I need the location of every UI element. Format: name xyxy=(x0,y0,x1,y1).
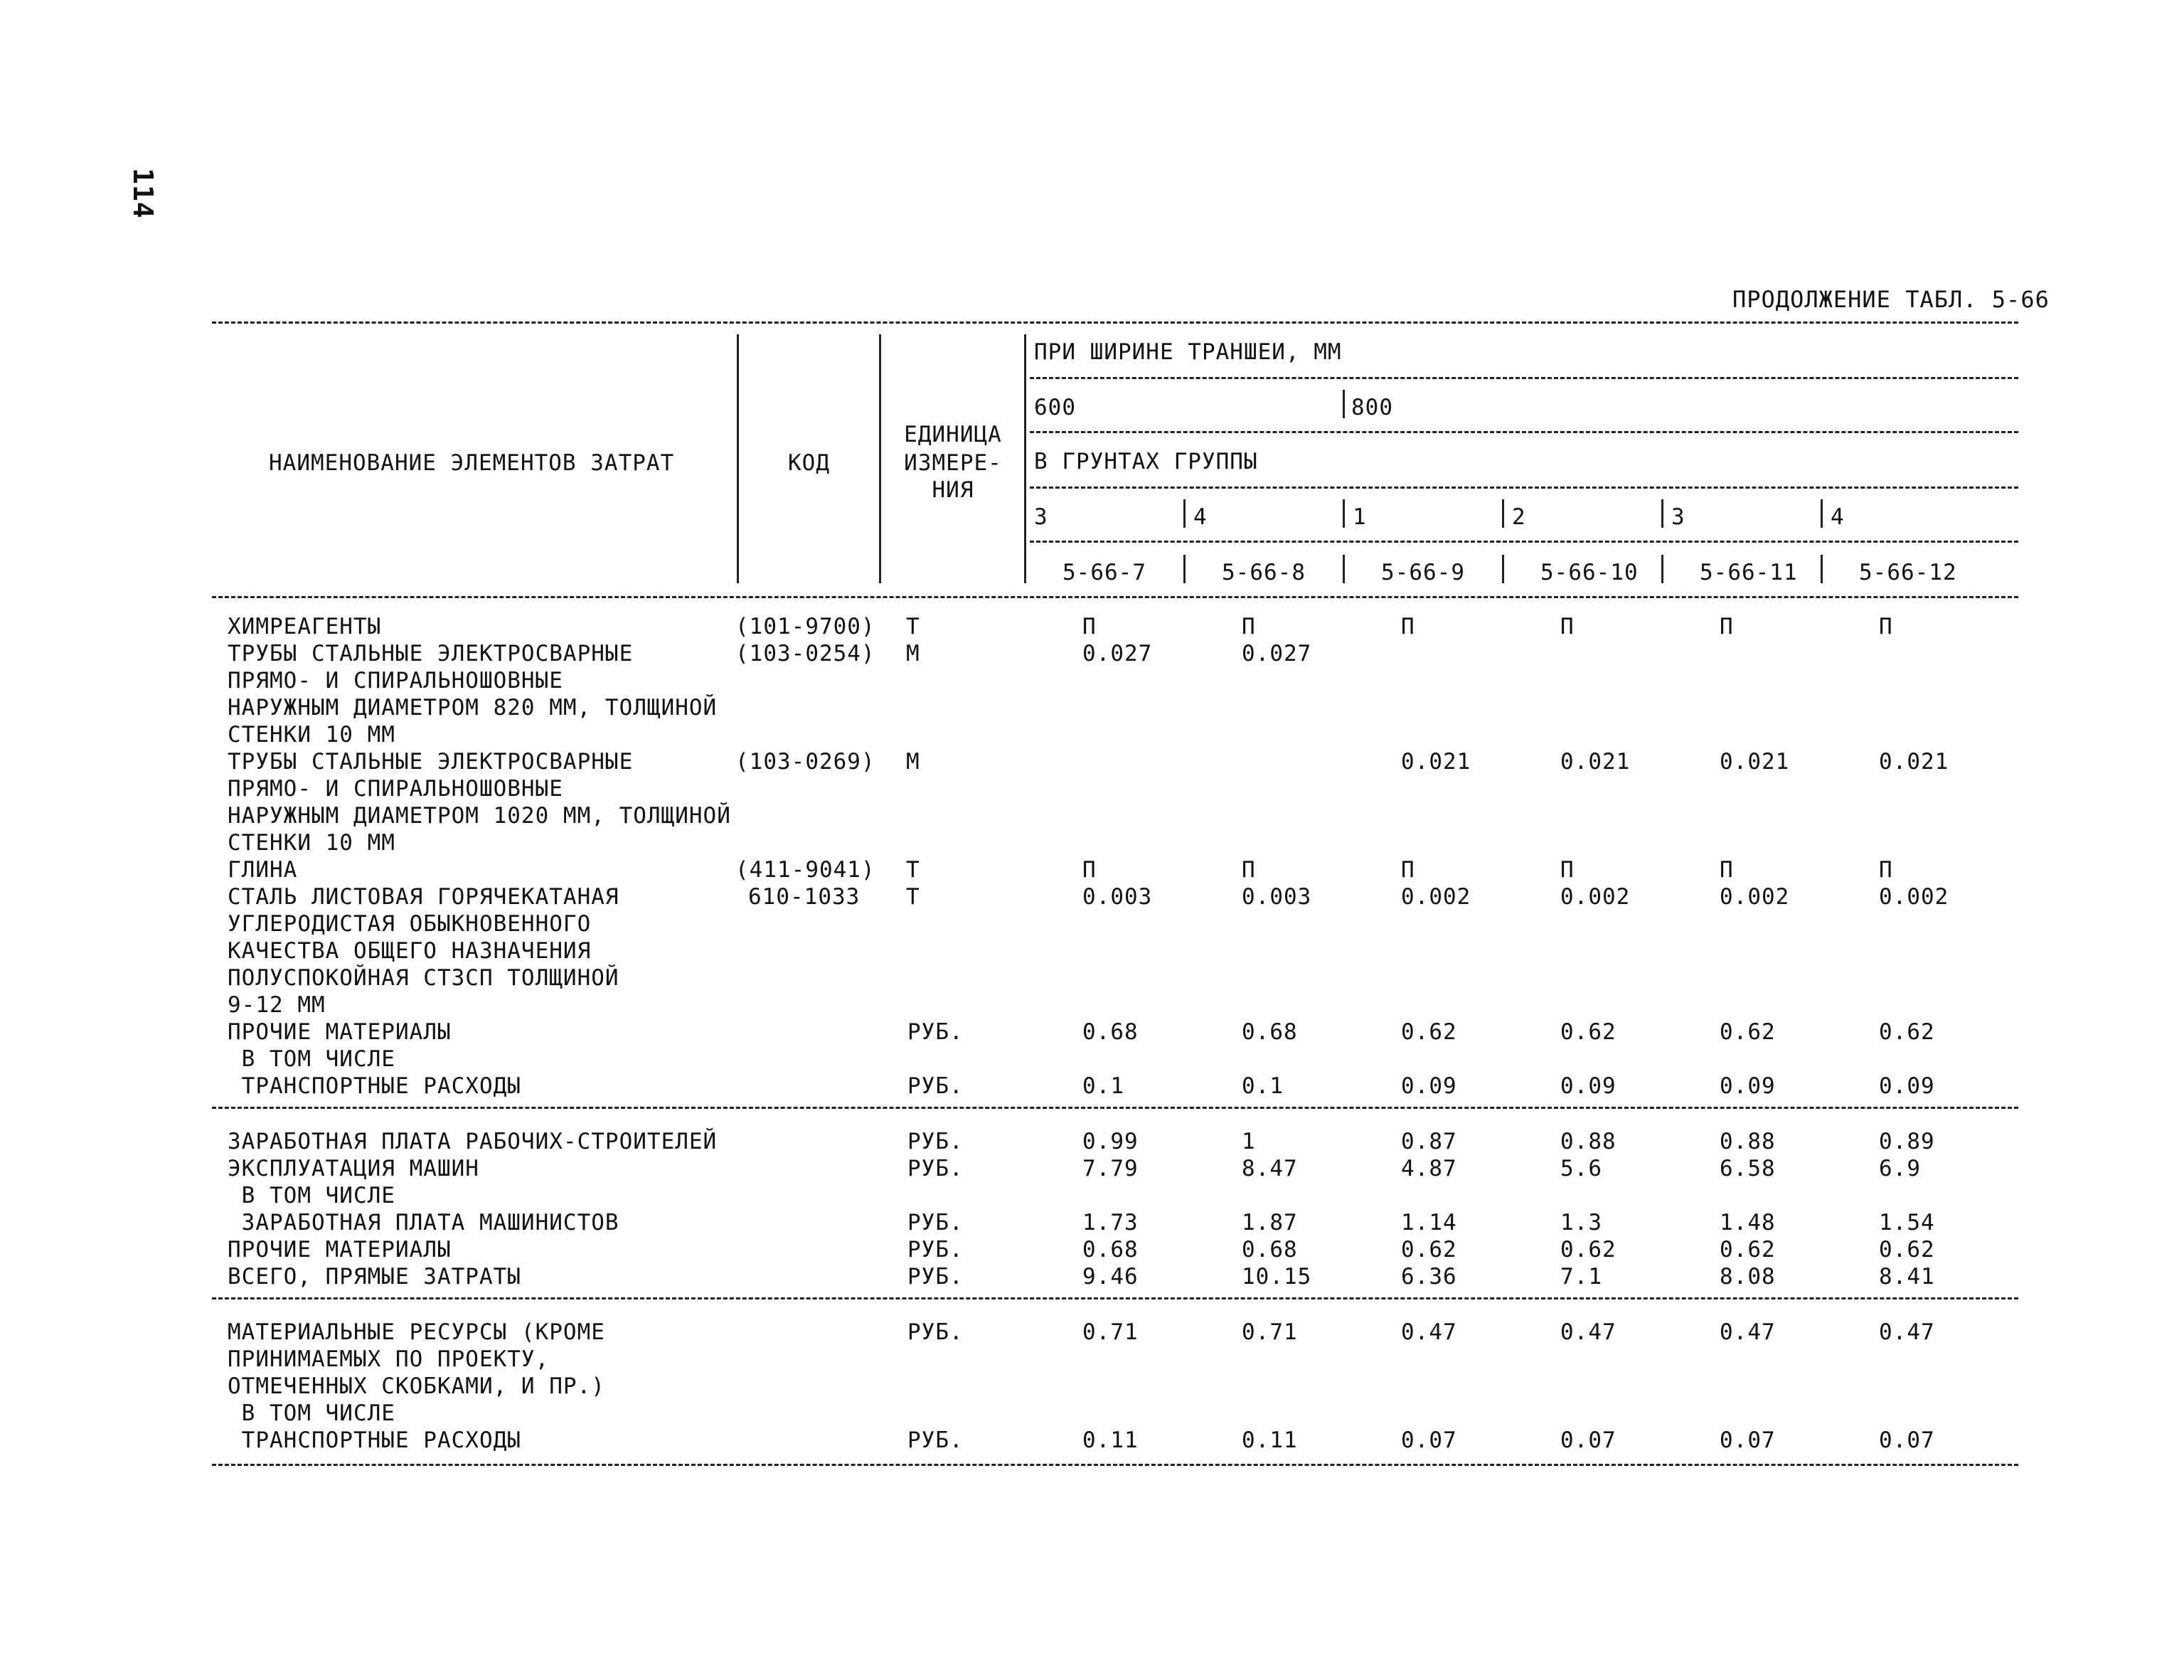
row-value: 0.71 xyxy=(1082,1319,1139,1345)
row-value: 9.46 xyxy=(1082,1264,1139,1290)
row-value: 8.08 xyxy=(1720,1264,1776,1290)
row-value: 7.1 xyxy=(1560,1264,1602,1290)
header-code-2: 5-66-8 xyxy=(1222,560,1306,585)
row-value: 0.002 xyxy=(1560,884,1631,910)
rule-v-code-4 xyxy=(1502,555,1504,583)
row-value: 0.1 xyxy=(1242,1073,1284,1099)
header-code-3: 5-66-9 xyxy=(1381,560,1465,585)
row-value: 7.79 xyxy=(1082,1156,1139,1181)
rule-bottom xyxy=(212,1464,2018,1466)
row-value: 0.88 xyxy=(1560,1129,1616,1154)
row-value: 0.62 xyxy=(1401,1019,1457,1045)
row-name: ЗАРАБОТНАЯ ПЛАТА МАШИНИСТОВ xyxy=(228,1210,619,1235)
row-value: П xyxy=(1401,857,1415,883)
header-width-600: 600 xyxy=(1034,395,1076,420)
row-value: 1.87 xyxy=(1242,1210,1298,1235)
row-value: П xyxy=(1720,614,1734,639)
row-value: 0.09 xyxy=(1879,1073,1935,1099)
row-unit: РУБ. xyxy=(907,1237,964,1262)
row-name: ТРУБЫ СТАЛЬНЫЕ ЭЛЕКТРОСВАРНЫЕ xyxy=(228,641,634,666)
row-name: НАРУЖНЫМ ДИАМЕТРОМ 820 ММ, ТОЛЩИНОЙ xyxy=(228,695,718,721)
rule-v-code-6 xyxy=(1821,555,1823,583)
header-code-6: 5-66-12 xyxy=(1859,560,1957,585)
row-value: 0.62 xyxy=(1720,1019,1776,1045)
row-unit: РУБ. xyxy=(907,1428,964,1453)
row-name: ТРУБЫ СТАЛЬНЫЕ ЭЛЕКТРОСВАРНЫЕ xyxy=(228,749,634,775)
header-group-5: 3 xyxy=(1671,504,1685,530)
row-value: П xyxy=(1879,857,1893,883)
row-unit: РУБ. xyxy=(907,1019,964,1045)
rule-v-name xyxy=(737,334,739,583)
row-name: КАЧЕСТВА ОБЩЕГО НАЗНАЧЕНИЯ xyxy=(228,938,592,964)
row-name: СТАЛЬ ЛИСТОВАЯ ГОРЯЧЕКАТАНАЯ xyxy=(228,884,619,910)
row-unit: М xyxy=(906,749,920,775)
row-value: 0.07 xyxy=(1560,1428,1616,1453)
rule-header-4 xyxy=(1030,541,2018,543)
row-value: 0.68 xyxy=(1242,1019,1298,1045)
row-value: 0.62 xyxy=(1879,1019,1935,1045)
row-value: 6.9 xyxy=(1879,1156,1921,1181)
rule-v-unit xyxy=(1024,334,1026,583)
rule-section-2 xyxy=(212,1297,2018,1299)
rule-section-1 xyxy=(212,1107,2018,1109)
row-value: 10.15 xyxy=(1242,1264,1312,1290)
table-continuation-title: ПРОДОЛЖЕНИЕ ТАБЛ. 5-66 xyxy=(1732,286,2050,313)
row-value: 0.47 xyxy=(1879,1319,1935,1345)
row-value: 0.09 xyxy=(1560,1073,1616,1099)
header-code-1: 5-66-7 xyxy=(1062,560,1146,585)
header-soil-title: В ГРУНТАХ ГРУППЫ xyxy=(1034,449,1258,474)
row-value: 0.47 xyxy=(1401,1319,1457,1345)
row-value: 0.021 xyxy=(1879,749,1949,775)
row-value: 0.89 xyxy=(1879,1129,1935,1154)
header-code-column: КОД xyxy=(788,450,830,476)
row-value: П xyxy=(1082,614,1097,639)
row-value: 0.47 xyxy=(1560,1319,1616,1345)
row-code: (103-0269) xyxy=(735,749,875,775)
rule-v-group-3 xyxy=(1343,499,1345,528)
row-value: 1.3 xyxy=(1560,1210,1602,1235)
row-value: 0.021 xyxy=(1720,749,1790,775)
page-number: 114 xyxy=(127,168,159,219)
row-name: ГЛИНА xyxy=(228,857,298,883)
row-value: 0.62 xyxy=(1401,1237,1457,1262)
row-value: 0.027 xyxy=(1242,641,1312,666)
row-name: 9-12 ММ xyxy=(228,992,326,1018)
row-name: В ТОМ ЧИСЛЕ xyxy=(228,1046,395,1072)
row-value: П xyxy=(1242,614,1256,639)
row-value: 0.07 xyxy=(1879,1428,1935,1453)
row-value: 5.6 xyxy=(1560,1156,1602,1181)
row-value: П xyxy=(1720,857,1734,883)
row-name: ПРЯМО- И СПИРАЛЬНОШОВНЫЕ xyxy=(228,668,563,693)
header-name-column: НАИМЕНОВАНИЕ ЭЛЕМЕНТОВ ЗАТРАТ xyxy=(269,450,675,476)
rule-header-bottom xyxy=(212,596,2018,598)
row-name: ПРОЧИЕ МАТЕРИАЛЫ xyxy=(228,1237,452,1262)
header-group-3: 1 xyxy=(1353,504,1367,530)
row-name: В ТОМ ЧИСЛЕ xyxy=(228,1183,395,1208)
row-value: 1.54 xyxy=(1879,1210,1935,1235)
row-unit: РУБ. xyxy=(907,1319,964,1345)
row-code: (103-0254) xyxy=(735,641,875,666)
row-value: 0.11 xyxy=(1242,1428,1298,1453)
header-width-800: 800 xyxy=(1351,395,1393,420)
row-name: МАТЕРИАЛЬНЫЕ РЕСУРСЫ (КРОМЕ xyxy=(228,1319,605,1345)
row-value: 0.88 xyxy=(1720,1129,1776,1154)
row-name: ЗАРАБОТНАЯ ПЛАТА РАБОЧИХ-СТРОИТЕЛЕЙ xyxy=(228,1129,718,1154)
row-name: ТРАНСПОРТНЫЕ РАСХОДЫ xyxy=(228,1073,521,1099)
row-value: П xyxy=(1082,857,1097,883)
row-value: 0.99 xyxy=(1082,1129,1139,1154)
row-value: 0.09 xyxy=(1720,1073,1776,1099)
row-unit: РУБ. xyxy=(907,1210,964,1235)
row-value: 0.021 xyxy=(1560,749,1631,775)
row-value: 0.002 xyxy=(1879,884,1949,910)
row-name: ТРАНСПОРТНЫЕ РАСХОДЫ xyxy=(228,1428,521,1453)
header-code-5: 5-66-11 xyxy=(1700,560,1798,585)
row-name: ПРИНИМАЕМЫХ ПО ПРОЕКТУ, xyxy=(228,1346,550,1372)
row-unit: Т xyxy=(906,884,920,910)
row-unit: РУБ. xyxy=(907,1129,964,1154)
rule-header-2 xyxy=(1030,431,2018,433)
row-value: 0.002 xyxy=(1401,884,1471,910)
row-unit: РУБ. xyxy=(907,1073,964,1099)
row-value: 0.62 xyxy=(1879,1237,1935,1262)
row-unit: М xyxy=(906,641,920,666)
row-value: 0.027 xyxy=(1082,641,1153,666)
row-value: 1 xyxy=(1242,1129,1256,1154)
row-value: 0.09 xyxy=(1401,1073,1457,1099)
rule-v-group-4 xyxy=(1502,499,1504,528)
header-group-2: 4 xyxy=(1193,504,1208,530)
rule-header-1 xyxy=(1030,377,2018,379)
row-value: 0.1 xyxy=(1082,1073,1124,1099)
header-group-1: 3 xyxy=(1034,504,1048,530)
row-value: 0.62 xyxy=(1720,1237,1776,1262)
row-value: П xyxy=(1242,857,1256,883)
row-unit: Т xyxy=(906,857,920,883)
row-name: СТЕНКИ 10 ММ xyxy=(228,830,395,856)
row-value: 0.62 xyxy=(1560,1237,1616,1262)
row-value: 0.11 xyxy=(1082,1428,1139,1453)
rule-v-group-2 xyxy=(1183,499,1186,528)
row-value: 8.41 xyxy=(1879,1264,1935,1290)
header-unit-line-1: ЕДИНИЦА xyxy=(904,422,1002,447)
row-name: ЭКСПЛУАТАЦИЯ МАШИН xyxy=(228,1156,479,1181)
row-code: (101-9700) xyxy=(735,614,875,639)
row-name: УГЛЕРОДИСТАЯ ОБЫКНОВЕННОГО xyxy=(228,911,592,937)
rule-v-width-800 xyxy=(1343,390,1345,418)
row-value: 1.48 xyxy=(1720,1210,1776,1235)
row-unit: РУБ. xyxy=(907,1264,964,1290)
header-unit-line-3: НИЯ xyxy=(932,477,974,503)
row-value: П xyxy=(1560,614,1575,639)
row-name: ХИМРЕАГЕНТЫ xyxy=(228,614,382,639)
row-value: 0.003 xyxy=(1082,884,1153,910)
row-value: П xyxy=(1879,614,1893,639)
rule-v-code-2 xyxy=(1183,555,1186,583)
row-value: 0.62 xyxy=(1560,1019,1616,1045)
row-name: ПРЯМО- И СПИРАЛЬНОШОВНЫЕ xyxy=(228,776,563,802)
row-value: 0.07 xyxy=(1720,1428,1776,1453)
row-unit: Т xyxy=(906,614,920,639)
rule-header-3 xyxy=(1030,487,2018,489)
row-value: 0.47 xyxy=(1720,1319,1776,1345)
row-value: 1.73 xyxy=(1082,1210,1139,1235)
row-value: 0.68 xyxy=(1082,1019,1139,1045)
row-value: 0.87 xyxy=(1401,1129,1457,1154)
row-name: ПОЛУСПОКОЙНАЯ СТЗСП ТОЛЩИНОЙ xyxy=(228,965,619,991)
row-value: 1.14 xyxy=(1401,1210,1457,1235)
header-group-4: 2 xyxy=(1512,504,1526,530)
row-name: В ТОМ ЧИСЛЕ xyxy=(228,1400,395,1426)
row-value: 4.87 xyxy=(1401,1156,1457,1181)
header-unit-line-2: ИЗМЕРЕ- xyxy=(904,450,1002,476)
row-name: НАРУЖНЫМ ДИАМЕТРОМ 1020 ММ, ТОЛЩИНОЙ xyxy=(228,803,731,829)
header-group-6: 4 xyxy=(1831,504,1845,530)
rule-v-group-5 xyxy=(1661,499,1663,528)
row-value: 0.68 xyxy=(1082,1237,1139,1262)
row-value: 0.07 xyxy=(1401,1428,1457,1453)
rule-top xyxy=(212,321,2018,324)
header-width-title: ПРИ ШИРИНЕ ТРАНШЕИ, ММ xyxy=(1034,339,1342,365)
row-value: П xyxy=(1560,857,1575,883)
row-value: 0.71 xyxy=(1242,1319,1298,1345)
row-name: ОТМЕЧЕННЫХ СКОБКАМИ, И ПР.) xyxy=(228,1373,605,1399)
row-name: СТЕНКИ 10 ММ xyxy=(228,722,395,748)
row-code: 610-1033 xyxy=(748,884,861,910)
row-name: ПРОЧИЕ МАТЕРИАЛЫ xyxy=(228,1019,452,1045)
rule-v-code xyxy=(879,334,881,583)
row-value: П xyxy=(1401,614,1415,639)
row-name: ВСЕГО, ПРЯМЫЕ ЗАТРАТЫ xyxy=(228,1264,521,1290)
row-value: 0.003 xyxy=(1242,884,1312,910)
row-value: 0.002 xyxy=(1720,884,1790,910)
row-value: 6.58 xyxy=(1720,1156,1776,1181)
rule-v-code-5 xyxy=(1661,555,1663,583)
row-value: 8.47 xyxy=(1242,1156,1298,1181)
header-code-4: 5-66-10 xyxy=(1540,560,1639,585)
row-value: 0.021 xyxy=(1401,749,1471,775)
row-unit: РУБ. xyxy=(907,1156,964,1181)
row-value: 6.36 xyxy=(1401,1264,1457,1290)
row-value: 0.68 xyxy=(1242,1237,1298,1262)
rule-v-group-6 xyxy=(1821,499,1823,528)
rule-v-code-3 xyxy=(1343,555,1345,583)
row-code: (411-9041) xyxy=(735,857,875,883)
